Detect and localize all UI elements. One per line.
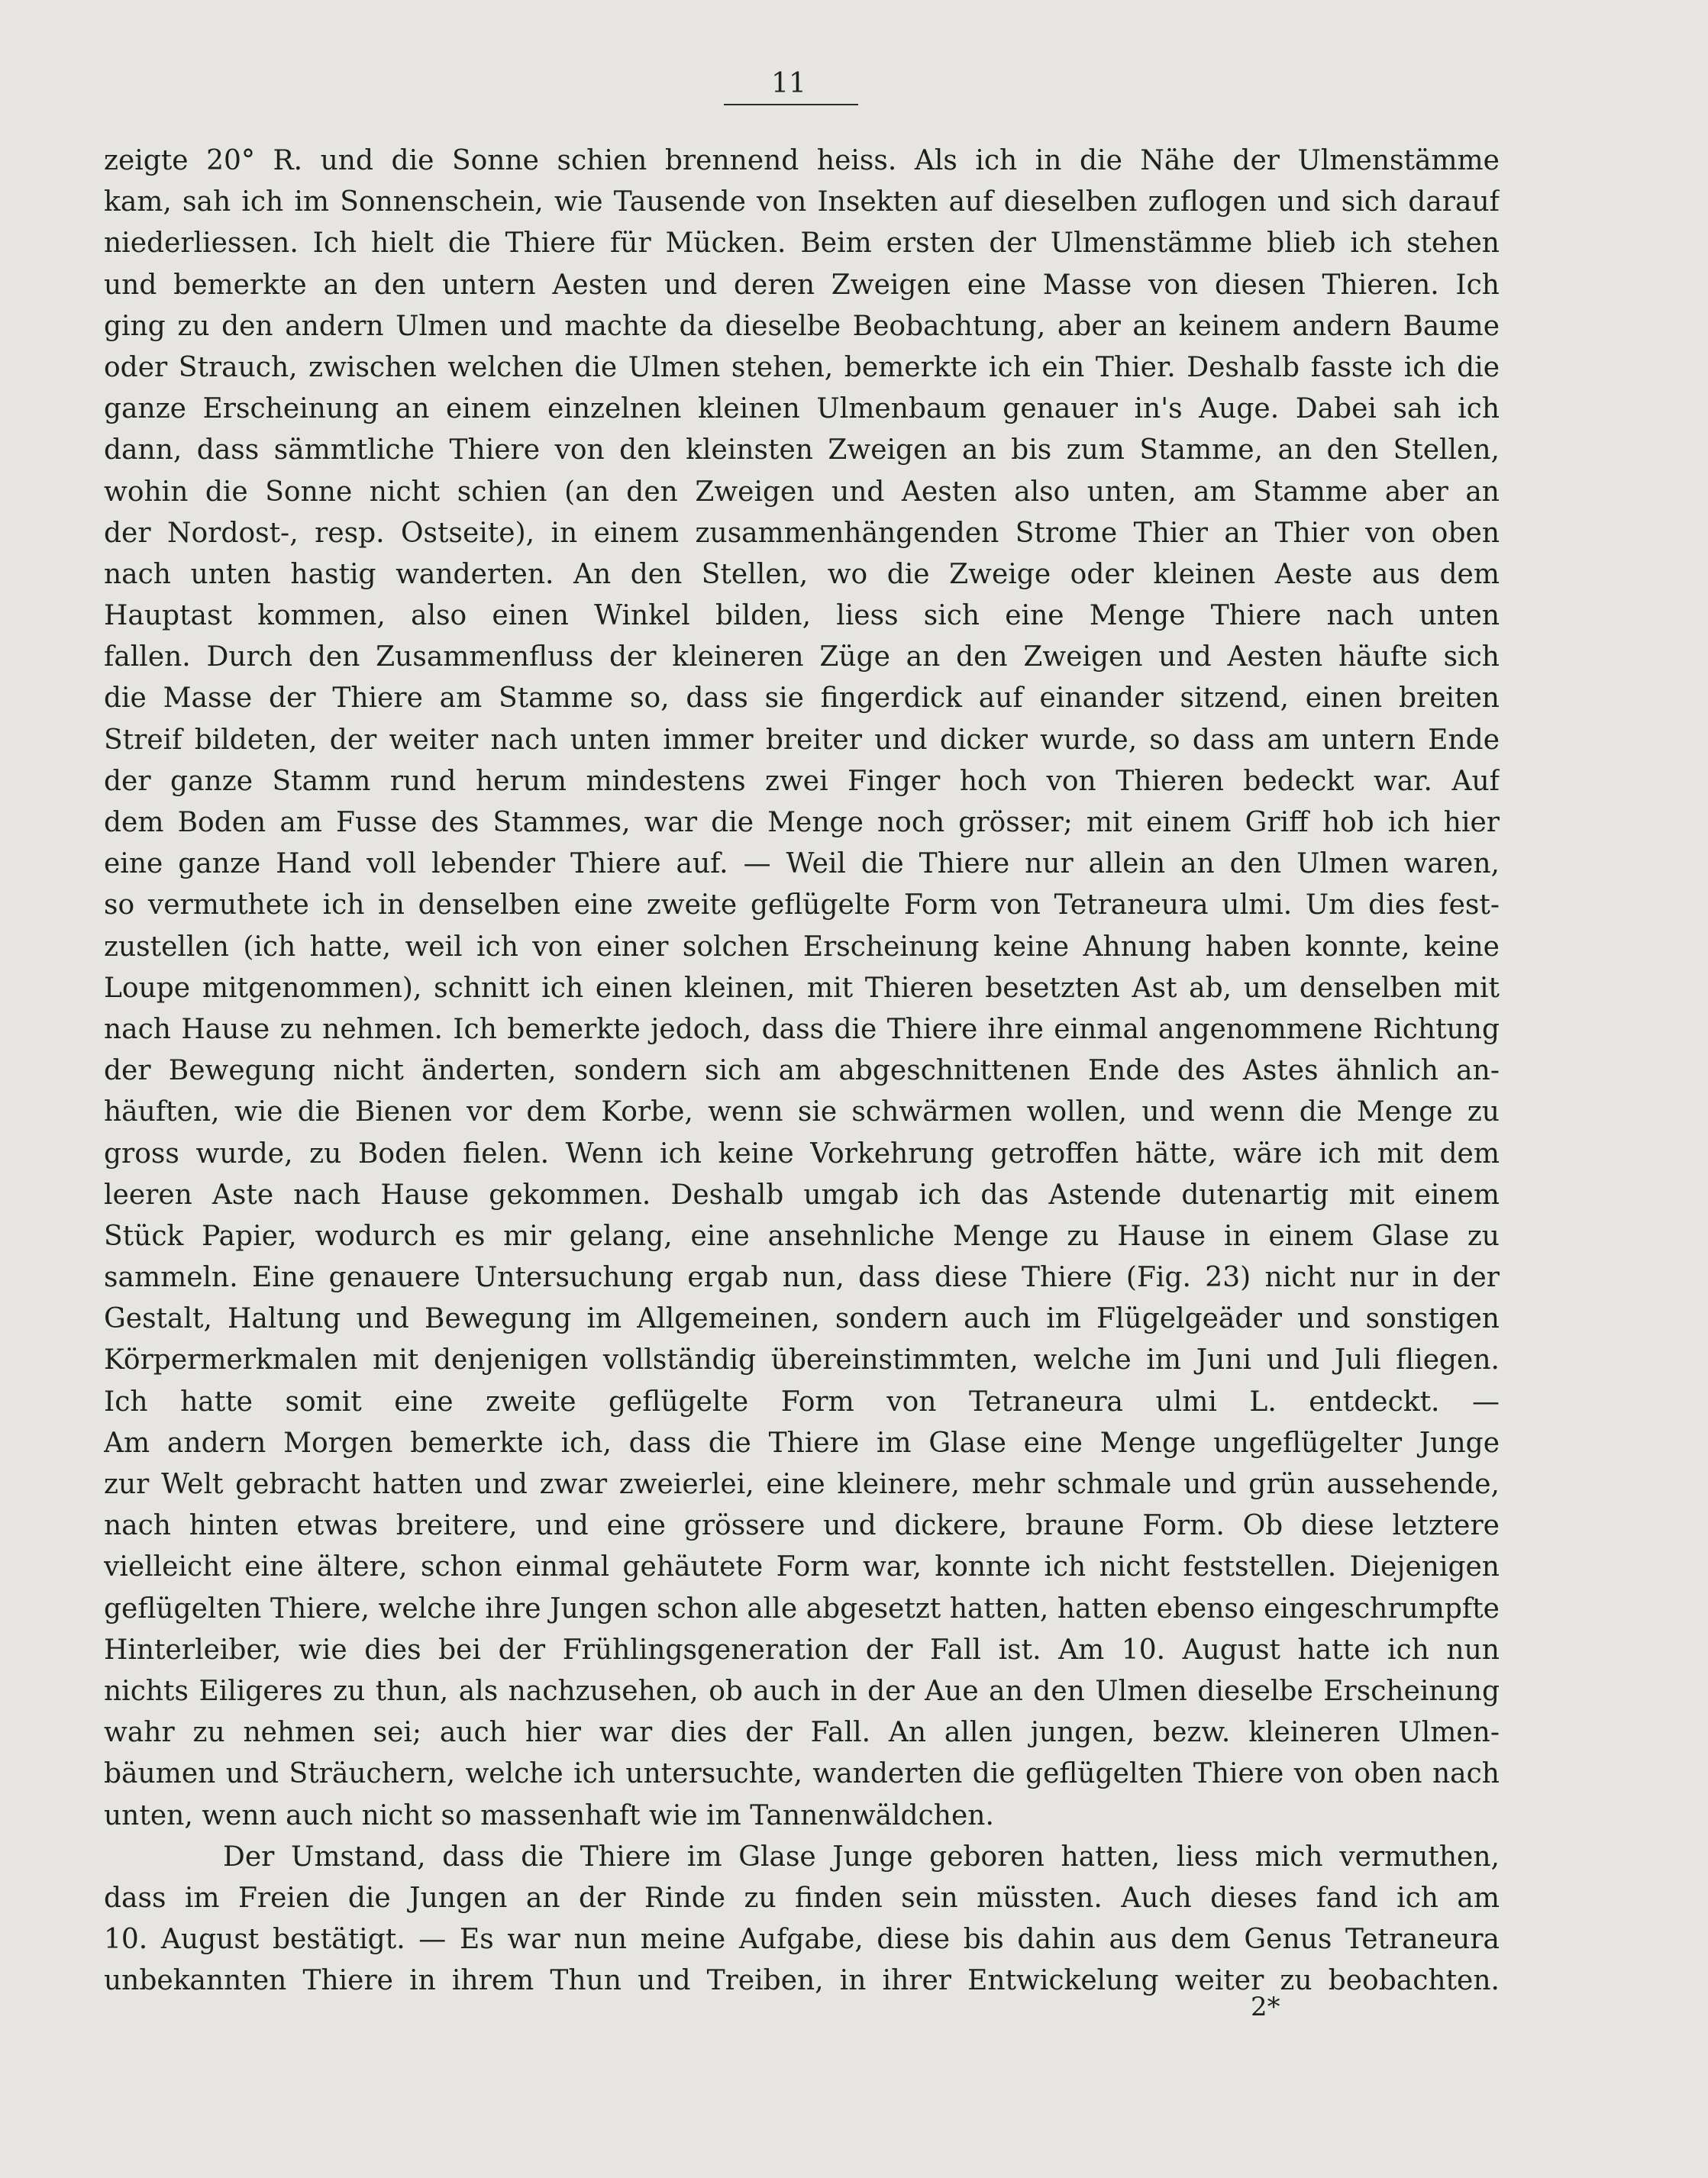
text-line: niederliessen. Ich hielt die Thiere für Mücken. Beim ersten der Ulmenstämme blieb ich stehen <box>104 227 1500 260</box>
text-line: unten, wenn auch nicht so massenhaft wie im Tannenwäldchen. <box>104 1799 994 1831</box>
text-line: der Bewegung nicht änderten, sondern sich am abgeschnittenen Ende des Astes ähnlich an- <box>104 1055 1500 1087</box>
text-line: nach unten hastig wanderten. An den Stellen, wo die Zweige oder kleinen Aeste aus dem <box>104 558 1500 590</box>
text-line: Gestalt, Haltung und Bewegung im Allgemeinen, sondern auch im Flügelgeäder und sonstigen <box>104 1303 1500 1335</box>
text-line: 10. August bestätigt. — Es war nun meine Aufgabe, diese bis dahin aus dem Genus Tetraneura <box>104 1924 1500 1956</box>
text-line: so vermuthete ich in denselben eine zweite geflügelte Form von Tetraneura ulmi. Um dies fest- <box>104 889 1500 921</box>
text-line: Der Umstand, dass die Thiere im Glase Junge geboren hatten, liess mich vermuthen, <box>223 1841 1500 1873</box>
text-line: wahr zu nehmen sei; auch hier war dies der Fall. An allen jungen, bezw. kleineren Ulmen- <box>104 1717 1500 1749</box>
header-rule <box>724 104 858 105</box>
text-line: wohin die Sonne nicht schien (an den Zweigen und Aesten also unten, am Stamme aber an <box>104 476 1500 508</box>
text-line: zeigte 20° R. und die Sonne schien brennend heiss. Als ich in die Nähe der Ulmenstämme <box>104 145 1500 176</box>
text-line: Körpermerkmalen mit denjenigen vollständig übereinstimmten, welche im Juni und Juli fliegen. <box>104 1344 1500 1376</box>
text-line: geflügelten Thiere, welche ihre Jungen schon alle abgesetzt hatten, hatten ebenso eingeschrumpfte <box>104 1592 1500 1625</box>
text-line: leeren Aste nach Hause gekommen. Deshalb umgab ich das Astende dutenartig mit einem <box>104 1179 1500 1211</box>
text-line: Hinterleiber, wie dies bei der Frühlingsgeneration der Fall ist. Am 10. August hatte ich nun <box>104 1634 1500 1666</box>
text-line: Loupe mitgenommen), schnitt ich einen kleinen, mit Thieren besetzten Ast ab, um denselben mit <box>104 972 1500 1004</box>
text-line: dass im Freien die Jungen an der Rinde zu finden sein müssten. Auch dieses fand ich am <box>104 1882 1500 1914</box>
text-line: der Nordost-, resp. Ostseite), in einem zusammenhängenden Strome Thier an Thier von oben <box>104 517 1500 549</box>
text-line: kam, sah ich im Sonnenschein, wie Tausende von Insekten auf dieselben zuflogen und sich darauf <box>104 186 1500 218</box>
text-line: zustellen (ich hatte, weil ich von einer solchen Erscheinung keine Ahnung haben konnte, keine <box>104 931 1500 963</box>
text-line: vielleicht eine ältere, schon einmal gehäutete Form war, konnte ich nicht feststellen. Diejenigen <box>104 1551 1500 1583</box>
text-line: Stück Papier, wodurch es mir gelang, eine ansehnliche Menge zu Hause in einem Glase zu <box>104 1220 1500 1252</box>
text-line: und bemerkte an den untern Aesten und deren Zweigen eine Masse von diesen Thieren. Ich <box>104 269 1500 301</box>
text-line: unbekannten Thiere in ihrem Thun und Treiben, in ihrer Entwickelung weiter zu beobachten. <box>104 1965 1500 1997</box>
text-line: sammeln. Eine genauere Untersuchung ergab nun, dass diese Thiere (Fig. 23) nicht nur in der <box>104 1262 1500 1294</box>
text-line: nach Hause zu nehmen. Ich bemerkte jedoch, dass die Thiere ihre einmal angenommene Richtung <box>104 1013 1500 1045</box>
text-line: nichts Eiligeres zu thun, als nachzusehen, ob auch in der Aue an den Ulmen dieselbe Erscheinung <box>104 1675 1500 1707</box>
text-line: eine ganze Hand voll lebender Thiere auf. — Weil die Thiere nur allein an den Ulmen waren, <box>104 848 1500 880</box>
text-line: Ich hatte somit eine zweite geflügelte Form von Tetraneura ulmi L. entdeckt. — <box>104 1386 1500 1418</box>
text-line: Hauptast kommen, also einen Winkel bilden, liess sich eine Menge Thiere nach unten <box>104 600 1500 632</box>
text-line: oder Strauch, zwischen welchen die Ulmen stehen, bemerkte ich ein Thier. Deshalb fasste ich die <box>104 351 1500 383</box>
text-line: bäumen und Sträuchern, welche ich untersuchte, wanderten die geflügelten Thiere von oben nach <box>104 1758 1500 1790</box>
text-line: gross wurde, zu Boden fielen. Wenn ich keine Vorkehrung getroffen hätte, wäre ich mit dem <box>104 1137 1500 1170</box>
text-line: die Masse der Thiere am Stamme so, dass sie fingerdick auf einander sitzend, einen breiten <box>104 682 1500 715</box>
text-line: zur Welt gebracht hatten und zwar zweierlei, eine kleinere, mehr schmale und grün aussehende, <box>104 1469 1500 1500</box>
text-line: ganze Erscheinung an einem einzelnen kleinen Ulmenbaum genauer in's Auge. Dabei sah ich <box>104 393 1500 425</box>
text-line: ging zu den andern Ulmen und machte da dieselbe Beobachtung, aber an keinem andern Baume <box>104 310 1500 342</box>
text-line: nach hinten etwas breitere, und eine grössere und dickere, braune Form. Ob diese letztere <box>104 1510 1500 1542</box>
signature-mark: 2* <box>1251 1992 1280 2022</box>
text-line: Am andern Morgen bemerkte ich, dass die Thiere im Glase eine Menge ungeflügelter Junge <box>104 1427 1500 1459</box>
text-line: der ganze Stamm rund herum mindestens zwei Finger hoch von Thieren bedeckt war. Auf <box>104 765 1500 797</box>
text-line: dann, dass sämmtliche Thiere von den kleinsten Zweigen an bis zum Stamme, an den Stellen, <box>104 434 1500 466</box>
text-line: häuften, wie die Bienen vor dem Korbe, wenn sie schwärmen wollen, und wenn die Menge zu <box>104 1096 1500 1128</box>
body-text <box>104 140 1500 2002</box>
text-line: fallen. Durch den Zusammenfluss der kleineren Züge an den Zweigen und Aesten häufte sich <box>104 641 1500 673</box>
text-line: dem Boden am Fusse des Stammes, war die Menge noch grösser; mit einem Griff hob ich hier <box>104 807 1500 838</box>
page-number: 11 <box>771 68 806 99</box>
text-line: Streif bildeten, der weiter nach unten immer breiter und dicker wurde, so dass am untern Ende <box>104 724 1500 756</box>
